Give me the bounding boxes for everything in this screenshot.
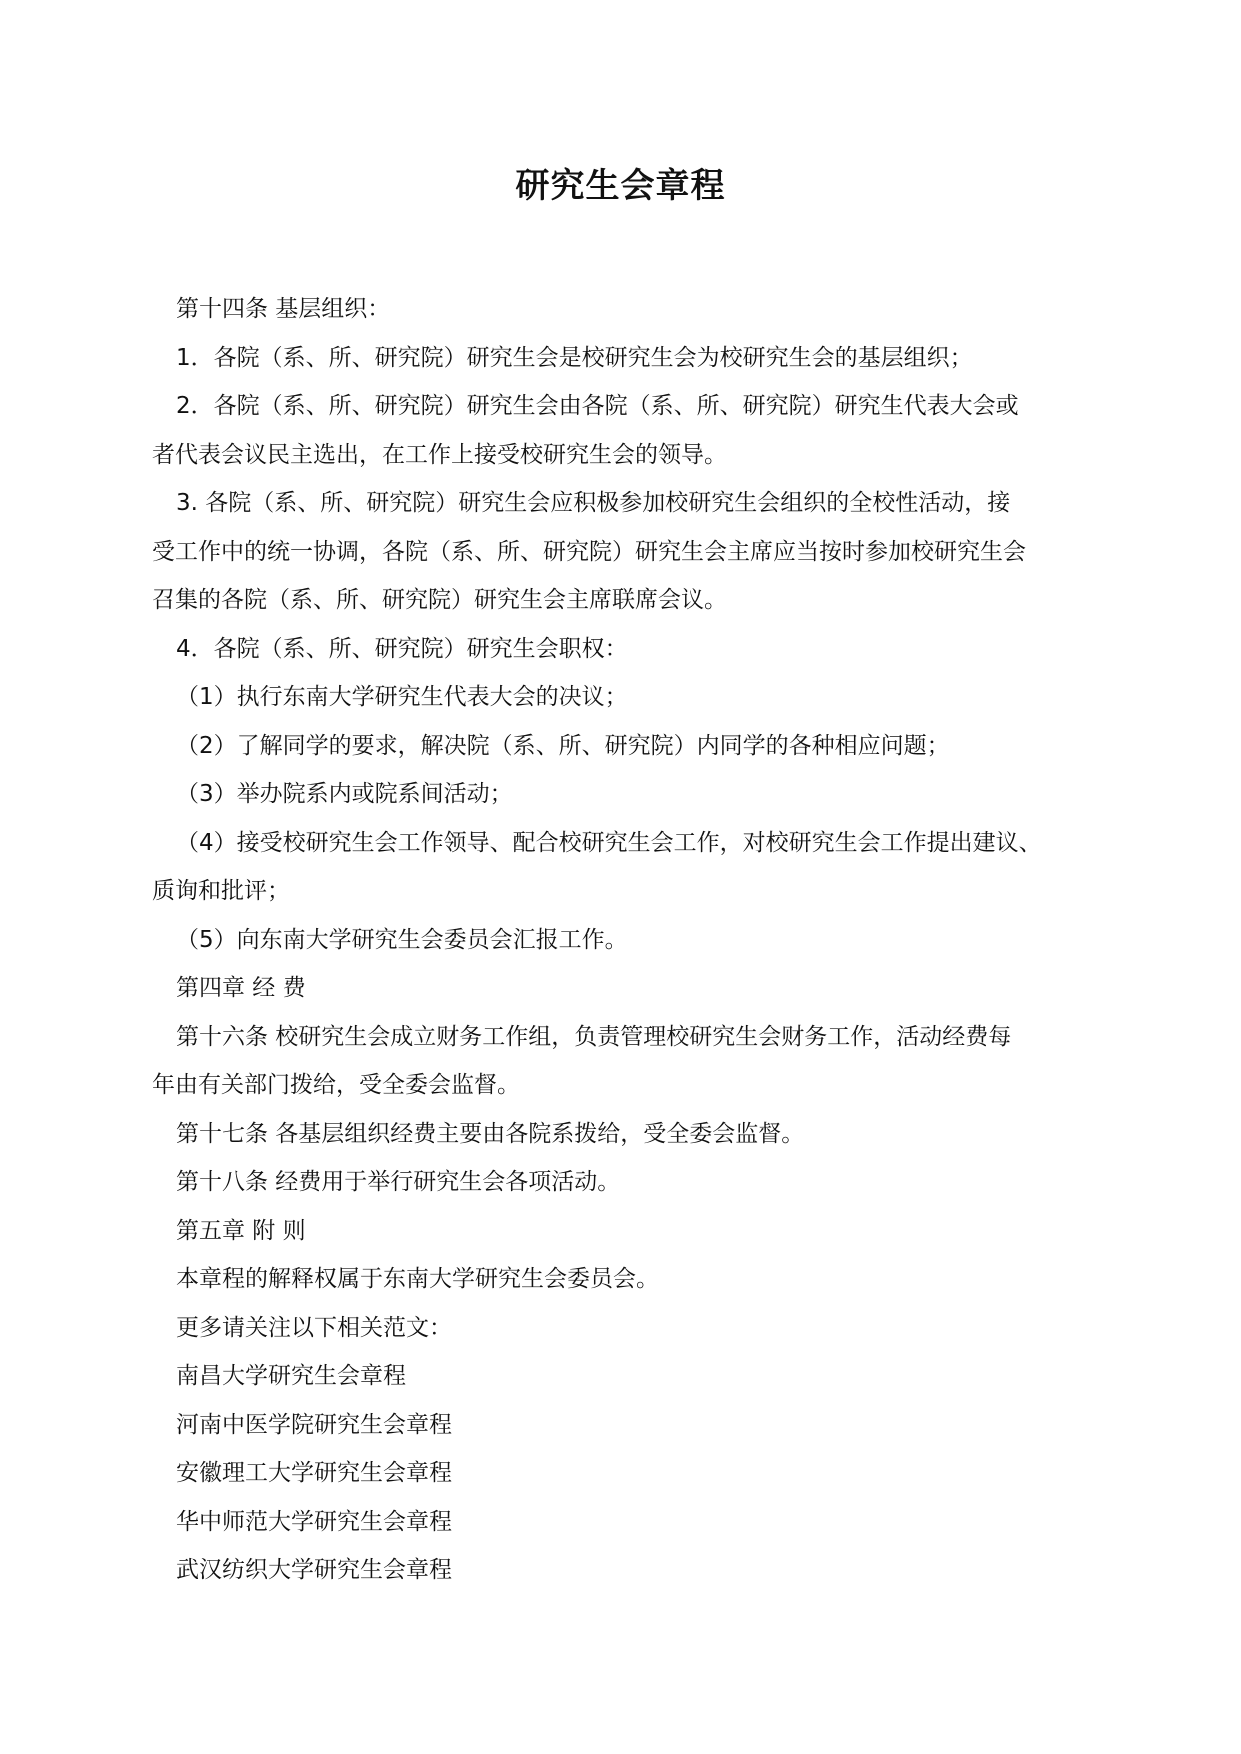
paragraph-line: 年由有关部门拨给，受全委会监督。 <box>152 1072 520 1098</box>
document-body <box>152 285 1092 1595</box>
related-link[interactable]: 武汉纺织大学研究生会章程 <box>176 1557 452 1583</box>
paragraph-line: 第十七条 各基层组织经费主要由各院系拨给，受全委会监督。 <box>176 1120 805 1147</box>
related-link[interactable]: 安徽理工大学研究生会章程 <box>176 1460 452 1486</box>
paragraph-line: 召集的各院（系、所、研究院）研究生会主席联席会议。 <box>152 587 727 613</box>
list-item: （1）执行东南大学研究生代表大会的决议； <box>176 684 628 710</box>
paragraph-line: 4．各院（系、所、研究院）研究生会职权： <box>176 635 628 662</box>
document-title: 研究生会章程 <box>515 166 726 206</box>
related-link[interactable]: 华中师范大学研究生会章程 <box>176 1508 452 1535</box>
paragraph-line: 3. 各院（系、所、研究院）研究生会应积极参加校研究生会组织的全校性活动，接 <box>176 490 1011 516</box>
list-item: （4）接受校研究生会工作领导、配合校研究生会工作，对校研究生会工作提出建议、 <box>176 829 1042 856</box>
related-link[interactable]: 河南中医学院研究生会章程 <box>176 1411 452 1438</box>
paragraph-line: 2．各院（系、所、研究院）研究生会由各院（系、所、研究院）研究生代表大会或 <box>176 393 1019 419</box>
paragraph-line: 更多请关注以下相关范文： <box>176 1314 452 1341</box>
list-item: （2）了解同学的要求，解决院（系、所、研究院）内同学的各种相应问题； <box>176 732 950 759</box>
paragraph-line: 1．各院（系、所、研究院）研究生会是校研究生会为校研究生会的基层组织； <box>176 344 973 371</box>
chapter-heading: 第四章 经 费 <box>176 975 306 1001</box>
paragraph-line: 本章程的解释权属于东南大学研究生会委员会。 <box>176 1266 659 1292</box>
paragraph-line: 受工作中的统一协调，各院（系、所、研究院）研究生会主席应当按时参加校研究生会 <box>152 538 1026 565</box>
paragraph-line: 第十八条 经费用于举行研究生会各项活动。 <box>176 1169 621 1195</box>
list-item: （5）向东南大学研究生会委员会汇报工作。 <box>176 926 628 953</box>
list-item: （3）举办院系内或院系间活动； <box>176 781 513 807</box>
article-heading: 第十四条 基层组织： <box>176 296 391 322</box>
list-item-continuation: 质询和批评； <box>152 878 290 904</box>
chapter-heading: 第五章 附 则 <box>176 1217 306 1244</box>
related-link[interactable]: 南昌大学研究生会章程 <box>176 1363 406 1389</box>
paragraph-line: 第十六条 校研究生会成立财务工作组，负责管理校研究生会财务工作，活动经费每 <box>176 1023 1012 1050</box>
paragraph-line: 者代表会议民主选出，在工作上接受校研究生会的领导。 <box>152 441 727 468</box>
